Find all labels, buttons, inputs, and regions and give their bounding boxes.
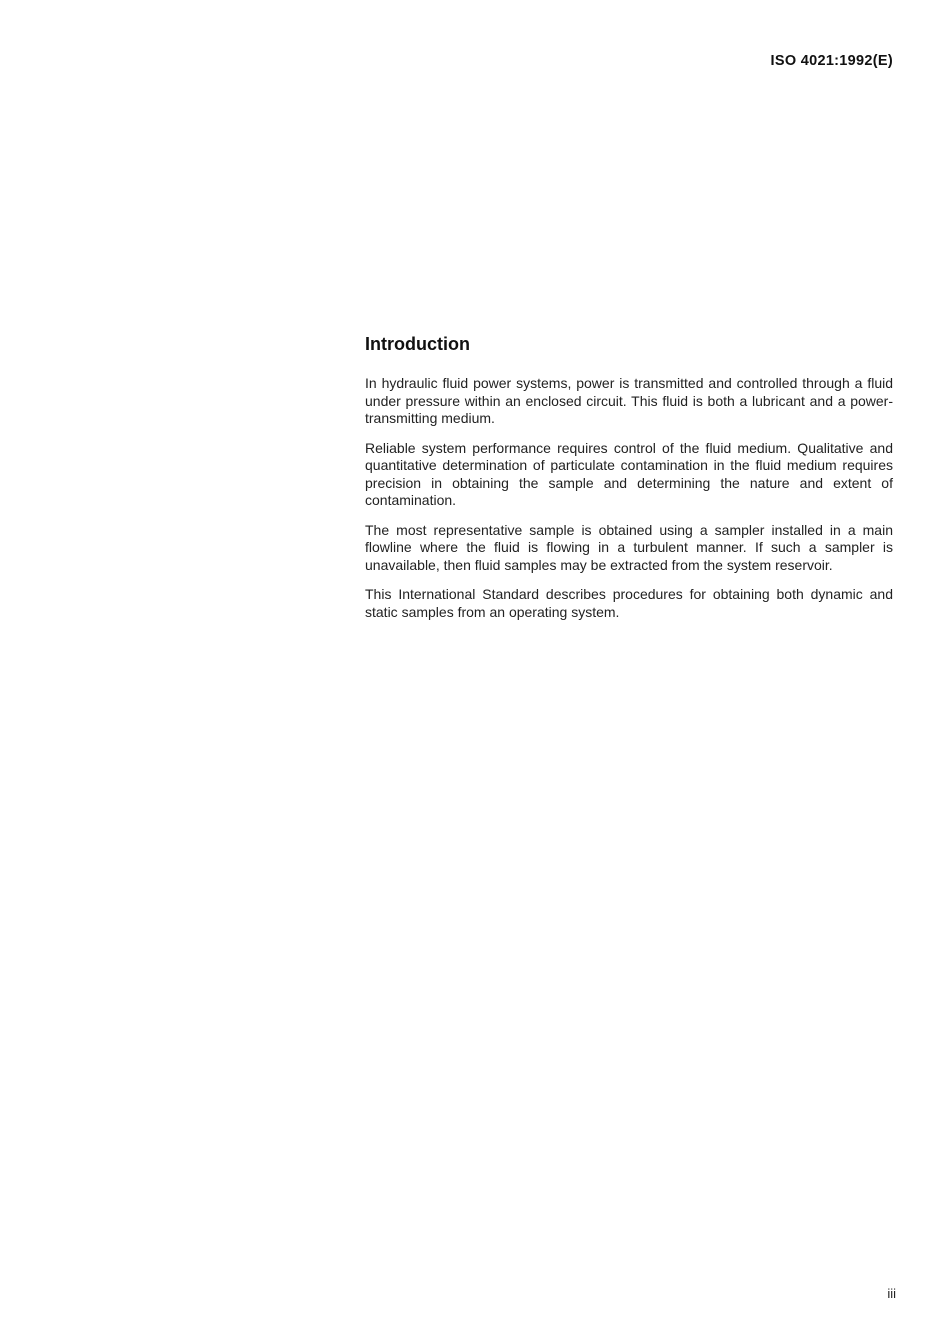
section-title: Introduction	[365, 334, 470, 354]
introduction-section	[365, 334, 893, 633]
paragraph-3: The most representative sample is obtained using a sampler installed in a main flowline where the fluid is flowing in a turbulent manner. If such a sampler is unavailable, then fluid samples may be extracted from the system reservoir.	[365, 521, 893, 573]
document-id-header: ISO 4021:1992(E)	[770, 53, 893, 69]
page-number: iii	[887, 1286, 896, 1301]
paragraph-2: Reliable system performance requires control of the fluid medium. Qualitative and quantitative determination of particulate contamination in the fluid medium requires precision in obtaining the sample and determining the nature and extent of contamination.	[365, 439, 893, 508]
paragraph-1: In hydraulic fluid power systems, power is transmitted and controlled through a fluid under pressure within an enclosed circuit. This fluid is both a lubricant and a power-transmitting medium.	[365, 375, 893, 426]
paragraph-4: This International Standard describes procedures for obtaining both dynamic and static samples from an operating system.	[365, 586, 893, 620]
